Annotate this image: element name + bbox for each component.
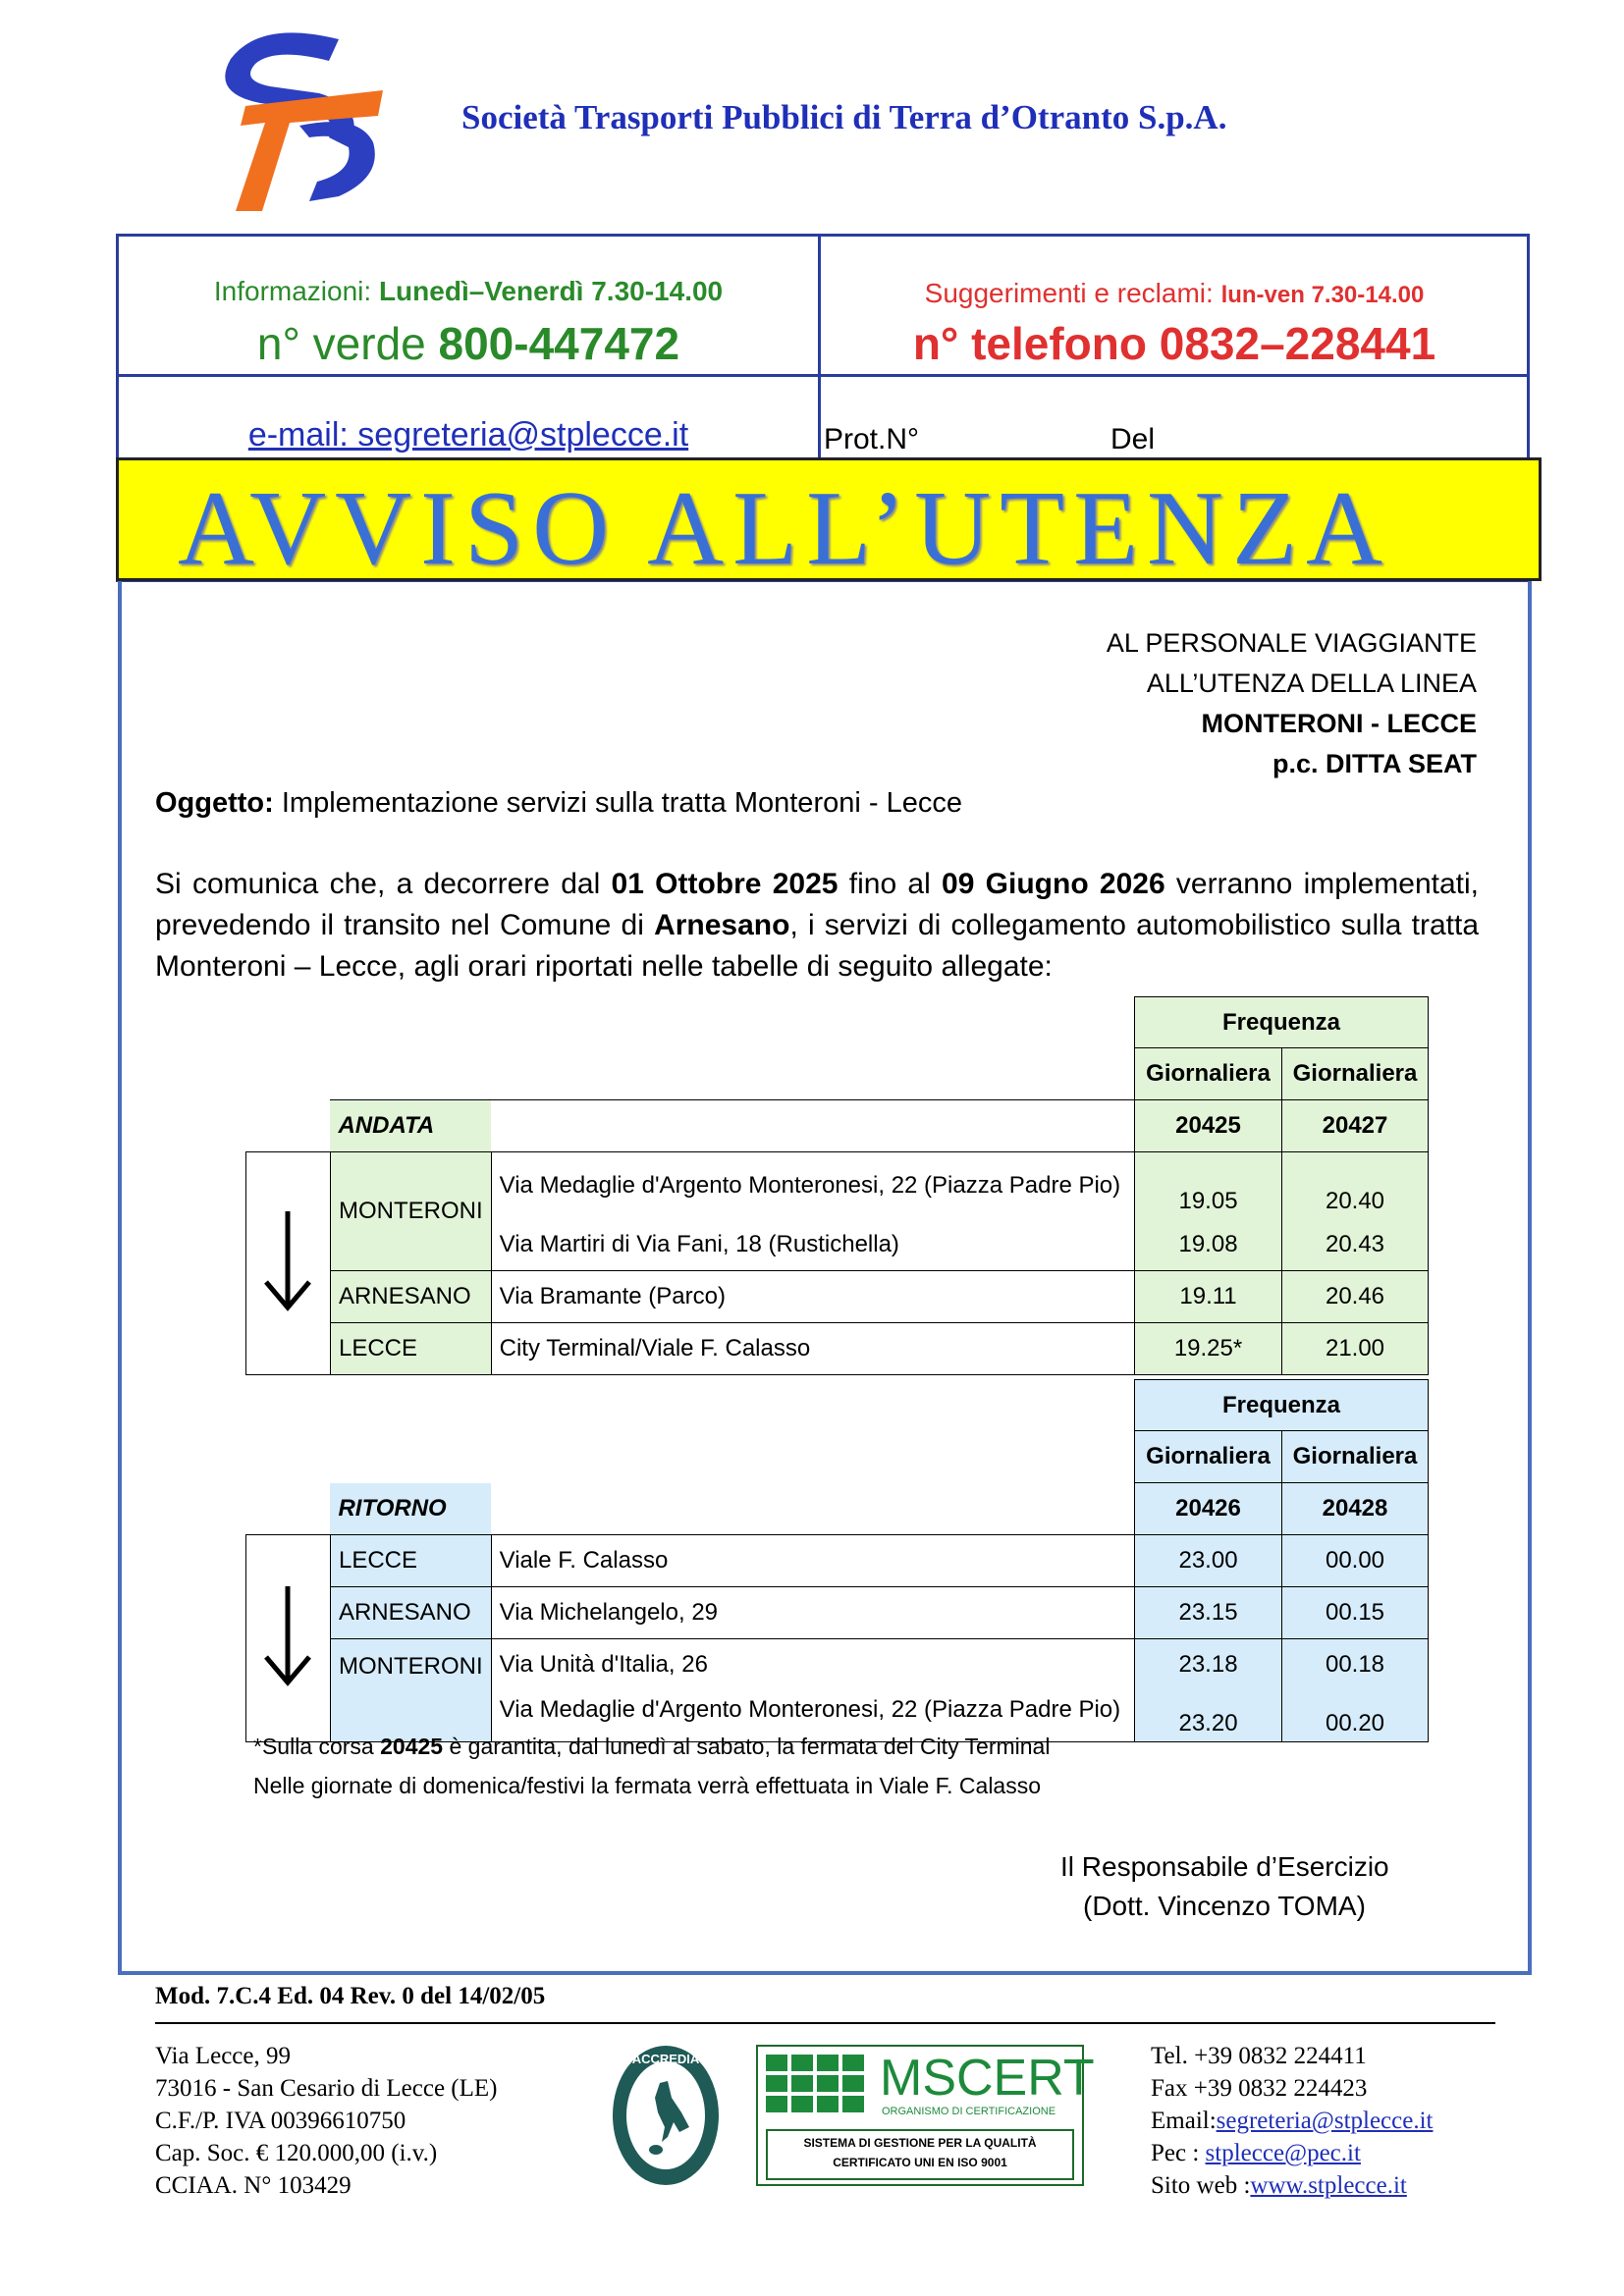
stop-cell: Viale F. Calasso bbox=[499, 1547, 669, 1574]
time-cell: 00.15 bbox=[1282, 1587, 1429, 1639]
recipient-line: p.c. DITTA SEAT bbox=[1272, 749, 1477, 778]
town-cell: LECCE bbox=[330, 1323, 491, 1375]
time-cell: 20.46 bbox=[1282, 1271, 1429, 1323]
time-cell: 19.08 bbox=[1135, 1219, 1282, 1271]
footer-email-link[interactable]: segreteria@stplecce.it bbox=[1216, 2108, 1434, 2134]
complaints-hours: Suggerimenti e reclami: lun-ven 7.30-14.00 bbox=[924, 278, 1425, 308]
stop-cell: City Terminal/Viale F. Calasso bbox=[499, 1335, 811, 1362]
footer-pec-link[interactable]: stplecce@pec.it bbox=[1205, 2140, 1361, 2166]
footer-divider bbox=[155, 2022, 1495, 2024]
phone-number: n° telefono 0832–228441 bbox=[912, 318, 1436, 369]
accredia-label: ACCREDIA bbox=[631, 2052, 700, 2066]
time-cell: 23.18 bbox=[1135, 1639, 1282, 1680]
subject-line: Oggetto: Implementazione servizi sulla tratta Monteroni - Lecce bbox=[155, 787, 962, 819]
signature-name: (Dott. Vincenzo TOMA) bbox=[1083, 1891, 1366, 1921]
town-cell: LECCE bbox=[330, 1535, 491, 1587]
mscert-certification: SISTEMA DI GESTIONE PER LA QUALITÀ CERTIFICATO UNI EN ISO 9001 bbox=[766, 2129, 1074, 2180]
company-name: Società Trasporti Pubblici di Terra d’Otranto S.p.A. bbox=[461, 98, 1227, 136]
email-link[interactable]: e-mail: segreteria@stplecce.it bbox=[247, 416, 689, 454]
frequency-daily: Giornaliera bbox=[1135, 1431, 1282, 1483]
andata-timetable bbox=[245, 996, 1429, 1375]
stop-cell: Via Unità d'Italia, 26 bbox=[499, 1651, 708, 1678]
footer-tel: Tel. +39 0832 224411 bbox=[1151, 2043, 1367, 2069]
time-cell: 00.20 bbox=[1282, 1679, 1429, 1742]
toll-free-number: n° verde 800-447472 bbox=[256, 318, 680, 369]
town-cell: ARNESANO bbox=[330, 1587, 491, 1639]
body-paragraph: Si comunica che, a decorrere dal 01 Ottobre 2025 fino al 09 Giugno 2026 verranno implementati, prevedendo il transito nel Comune di Arnesano, i servizi di collegamento automobilistico sulla tratta Monteroni – Lecce, agli orari riportati nelle tabelle di seguito allegate: bbox=[155, 868, 1480, 983]
mscert-logo bbox=[756, 2045, 1095, 2186]
direction-arrow-icon bbox=[246, 1535, 331, 1742]
frequency-daily: Giornaliera bbox=[1282, 1431, 1429, 1483]
run-number: 20428 bbox=[1282, 1483, 1429, 1535]
company-address: Via Lecce, 99 73016 - San Cesario di Lecce (LE) C.F./P. IVA 00396610750 Cap. Soc. € 120.000,00 (i.v.) CCIAA. N° 103429 bbox=[155, 2043, 498, 2199]
town-cell: MONTERONI bbox=[330, 1152, 491, 1271]
stop-cell: Via Martiri di Via Fani, 18 (Rustichella) bbox=[499, 1231, 899, 1257]
stp-logo bbox=[191, 20, 388, 216]
recipient-line: MONTERONI - LECCE bbox=[1201, 709, 1477, 738]
accredia-seal-icon bbox=[611, 2044, 721, 2187]
frequency-daily: Giornaliera bbox=[1282, 1048, 1429, 1100]
recipient-line: ALL’UTENZA DELLA LINEA bbox=[1146, 668, 1477, 698]
town-cell: ARNESANO bbox=[330, 1271, 491, 1323]
signature-role: Il Responsabile d’Esercizio bbox=[1060, 1851, 1389, 1882]
run-number: 20427 bbox=[1282, 1100, 1429, 1152]
time-cell: 23.20 bbox=[1135, 1679, 1282, 1742]
run-number: 20426 bbox=[1135, 1483, 1282, 1535]
time-cell: 00.00 bbox=[1282, 1535, 1429, 1587]
banner-title: AVVISO ALL’UTENZA bbox=[178, 470, 1392, 587]
ritorno-timetable bbox=[245, 1379, 1429, 1742]
footnote-holidays: Nelle giornate di domenica/festivi la fermata verrà effettuata in Viale F. Calasso bbox=[253, 1773, 1042, 1798]
stop-cell: Via Medaglie d'Argento Monteronesi, 22 (Piazza Padre Pio) bbox=[499, 1696, 1121, 1723]
info-hours: Informazioni: Lunedì–Venerdì 7.30-14.00 bbox=[213, 276, 724, 306]
frequency-header: Frequenza bbox=[1135, 997, 1429, 1048]
date-label: Del bbox=[1110, 423, 1156, 455]
stop-cell: Via Michelangelo, 29 bbox=[499, 1599, 719, 1626]
frequency-daily: Giornaliera bbox=[1135, 1048, 1282, 1100]
time-cell: 00.18 bbox=[1282, 1639, 1429, 1680]
time-cell: 19.25* bbox=[1135, 1323, 1282, 1375]
direction-arrow-icon bbox=[246, 1152, 331, 1375]
mscert-subtitle: ORGANISMO DI CERTIFICAZIONE bbox=[882, 2106, 1056, 2117]
footnote-city-terminal: *Sulla corsa 20425 è garantita, dal lunedì al sabato, la fermata del City Terminal bbox=[253, 1734, 1051, 1759]
form-code: Mod. 7.C.4 Ed. 04 Rev. 0 del 14/02/05 bbox=[155, 1983, 546, 2009]
time-cell: 19.05 bbox=[1135, 1152, 1282, 1220]
run-number: 20425 bbox=[1135, 1100, 1282, 1152]
time-cell: 20.40 bbox=[1282, 1152, 1429, 1220]
frequency-header: Frequenza bbox=[1135, 1380, 1429, 1431]
protocol-label: Prot.N° bbox=[824, 423, 920, 455]
stop-cell: Via Bramante (Parco) bbox=[499, 1283, 726, 1309]
company-contacts: Tel. +39 0832 224411 Fax +39 0832 224423 Email:segreteria@stplecce.it Pec : stplecce@pec.it Sito web :www.stplecce.it bbox=[1151, 2040, 1433, 2202]
ritorno-title: RITORNO bbox=[330, 1483, 491, 1535]
time-cell: 21.00 bbox=[1282, 1323, 1429, 1375]
footer-fax: Fax +39 0832 224423 bbox=[1151, 2075, 1368, 2102]
time-cell: 23.00 bbox=[1135, 1535, 1282, 1587]
time-cell: 20.43 bbox=[1282, 1219, 1429, 1271]
mscert-title: MSCERT bbox=[880, 2050, 1095, 2107]
andata-title: ANDATA bbox=[330, 1100, 491, 1152]
time-cell: 19.11 bbox=[1135, 1271, 1282, 1323]
notice-banner bbox=[116, 457, 1542, 587]
stop-cell: Via Medaglie d'Argento Monteronesi, 22 (Piazza Padre Pio) bbox=[499, 1172, 1121, 1199]
recipient-line: AL PERSONALE VIAGGIANTE bbox=[1106, 628, 1477, 658]
footer-website-link[interactable]: www.stplecce.it bbox=[1250, 2172, 1407, 2199]
town-cell: MONTERONI bbox=[330, 1639, 491, 1742]
time-cell: 23.15 bbox=[1135, 1587, 1282, 1639]
mscert-grid-icon bbox=[766, 2055, 876, 2115]
